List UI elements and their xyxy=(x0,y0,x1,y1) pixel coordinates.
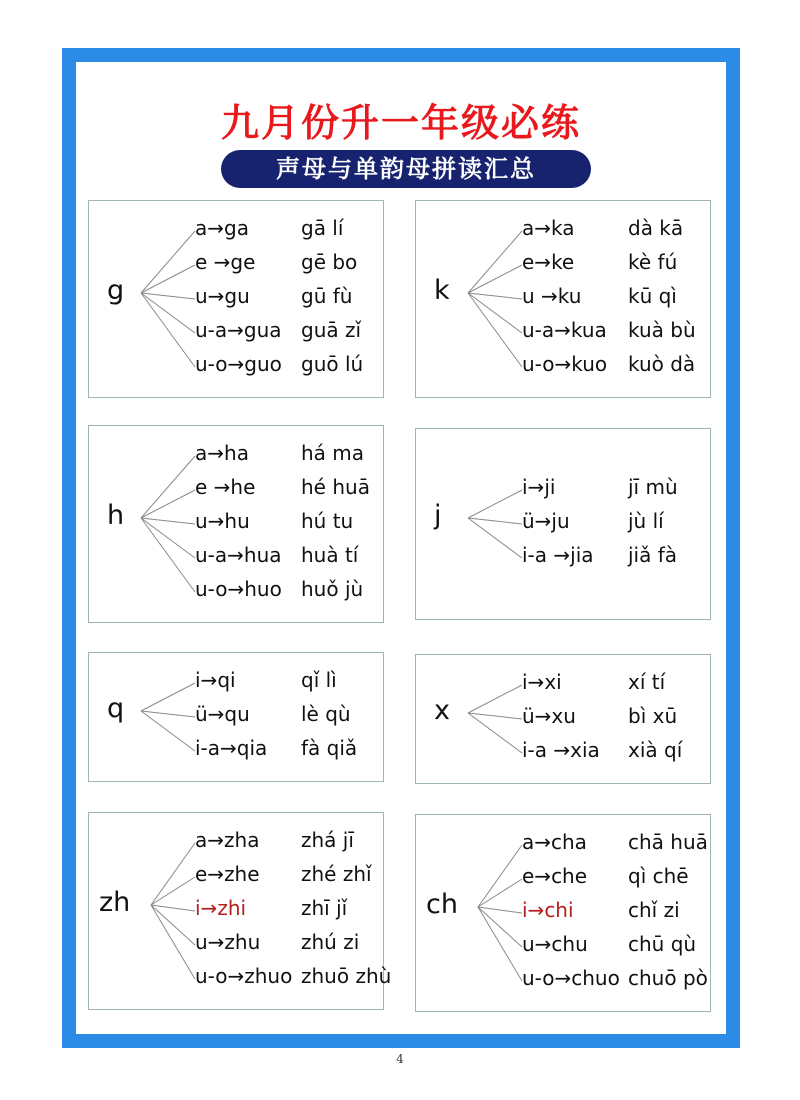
initial-letter: k xyxy=(434,275,450,306)
initial-letter: x xyxy=(434,695,450,726)
example-words: hé huā xyxy=(301,475,370,499)
example-words: kuà bù xyxy=(628,318,696,342)
syllable-combo: i→chi xyxy=(522,898,574,922)
example-words: guā zǐ xyxy=(301,318,362,342)
example-words: qǐ lì xyxy=(301,668,337,692)
branch-line xyxy=(468,293,522,367)
branch-line xyxy=(141,518,195,524)
branch-line xyxy=(468,265,522,293)
branch-line xyxy=(468,293,522,299)
branch-line xyxy=(141,683,195,711)
example-words: chū qù xyxy=(628,932,697,956)
initial-letter: q xyxy=(107,693,125,724)
branch-line xyxy=(141,231,195,293)
branch-line xyxy=(151,905,195,945)
example-words: kū qì xyxy=(628,284,677,308)
example-words: gū fù xyxy=(301,284,353,308)
syllable-combo: ü→qu xyxy=(195,702,250,726)
example-words: jī mù xyxy=(628,475,678,499)
example-words: huà tí xyxy=(301,543,359,567)
initial-letter: zh xyxy=(99,887,131,918)
syllable-combo: a→ha xyxy=(195,441,249,465)
initial-letter: g xyxy=(107,275,125,306)
example-words: zhé zhǐ xyxy=(301,862,372,886)
branch-line xyxy=(151,877,195,905)
example-words: dà kā xyxy=(628,216,684,240)
branch-line xyxy=(468,518,522,524)
branch-line xyxy=(141,265,195,293)
branch-line xyxy=(141,293,195,367)
branch-line xyxy=(151,905,195,911)
page-content xyxy=(76,62,726,1034)
syllable-combo: u-a→gua xyxy=(195,318,282,342)
example-words: lè qù xyxy=(301,702,351,726)
syllable-combo: u-o→guo xyxy=(195,352,282,376)
syllable-combo: i→zhi xyxy=(195,896,247,920)
syllable-combo: u →ku xyxy=(522,284,582,308)
card-q xyxy=(88,652,384,782)
branch-line xyxy=(141,518,195,558)
card-j xyxy=(415,428,711,620)
syllable-combo: ü→ju xyxy=(522,509,570,533)
example-words: zhá jī xyxy=(301,828,354,852)
example-words: xià qí xyxy=(628,738,683,762)
branch-line xyxy=(478,907,522,913)
example-words: chā huā xyxy=(628,830,708,854)
syllable-combo: ü→xu xyxy=(522,704,576,728)
example-words: gā lí xyxy=(301,216,344,240)
branch-line xyxy=(141,711,195,751)
syllable-combo: i→ji xyxy=(522,475,556,499)
syllable-combo: u→hu xyxy=(195,509,250,533)
card-h xyxy=(88,425,384,623)
example-words: zhuō zhù xyxy=(301,964,392,988)
example-words: qì chē xyxy=(628,864,689,888)
syllable-combo: u-o→kuo xyxy=(522,352,608,376)
branch-line xyxy=(141,456,195,518)
page-number: 4 xyxy=(396,1052,404,1066)
example-words: há ma xyxy=(301,441,365,465)
syllable-combo: a→cha xyxy=(522,830,587,854)
branch-line xyxy=(478,907,522,947)
subtitle-banner: 声母与单韵母拼读汇总 xyxy=(221,150,591,188)
example-words: kuò dà xyxy=(628,352,696,376)
example-words: zhú zi xyxy=(301,930,360,954)
syllable-combo: u-o→chuo xyxy=(522,966,620,990)
example-words: huǒ jù xyxy=(301,577,364,601)
branch-line xyxy=(468,293,522,333)
card-k xyxy=(415,200,711,398)
syllable-combo: e→ke xyxy=(522,250,575,274)
initial-letter: ch xyxy=(426,889,458,920)
syllable-combo: u→gu xyxy=(195,284,250,308)
card-ch xyxy=(415,814,711,1012)
syllable-combo: e→zhe xyxy=(195,862,260,886)
card-g xyxy=(88,200,384,398)
card-x xyxy=(415,654,711,784)
branch-line xyxy=(141,490,195,518)
page-title: 九月份升一年级必练 xyxy=(220,101,581,145)
syllable-combo: i→xi xyxy=(522,670,562,694)
branch-line xyxy=(141,293,195,299)
branch-line xyxy=(468,713,522,753)
syllable-combo: a→ka xyxy=(522,216,575,240)
syllable-combo: i-a →xia xyxy=(522,738,600,762)
syllable-combo: i→qi xyxy=(195,668,236,692)
syllable-combo: i-a→qia xyxy=(195,736,268,760)
example-words: xí tí xyxy=(628,670,666,694)
branch-line xyxy=(478,845,522,907)
syllable-combo: i-a →jia xyxy=(522,543,594,567)
example-words: jiǎ fà xyxy=(628,543,678,567)
branch-line xyxy=(468,231,522,293)
branch-line xyxy=(468,713,522,719)
example-words: guō lú xyxy=(301,352,364,376)
page-border xyxy=(62,48,740,1048)
branch-line xyxy=(468,518,522,558)
branch-line xyxy=(151,905,195,979)
syllable-combo: u-o→zhuo xyxy=(195,964,293,988)
example-words: jù lí xyxy=(628,509,664,533)
syllable-combo: e →ge xyxy=(195,250,256,274)
syllable-combo: e→che xyxy=(522,864,588,888)
branch-line xyxy=(141,293,195,333)
branch-line xyxy=(141,711,195,717)
card-zh xyxy=(88,812,392,1010)
syllable-combo: a→ga xyxy=(195,216,249,240)
example-words: zhī jǐ xyxy=(301,896,348,920)
branch-line xyxy=(151,843,195,905)
syllable-combo: a→zha xyxy=(195,828,260,852)
example-words: chuō pò xyxy=(628,966,708,990)
example-words: gē bo xyxy=(301,250,358,274)
syllable-combo: u→zhu xyxy=(195,930,261,954)
branch-line xyxy=(468,490,522,518)
example-words: kè fú xyxy=(628,250,678,274)
syllable-combo: u→chu xyxy=(522,932,588,956)
example-words: fà qiǎ xyxy=(301,736,358,760)
branch-line xyxy=(141,518,195,592)
branch-line xyxy=(478,879,522,907)
syllable-combo: e →he xyxy=(195,475,256,499)
syllable-combo: u-a→hua xyxy=(195,543,282,567)
branch-line xyxy=(468,685,522,713)
example-words: hú tu xyxy=(301,509,354,533)
initial-letter: h xyxy=(107,500,125,531)
branch-line xyxy=(478,907,522,981)
syllable-combo: u-a→kua xyxy=(522,318,607,342)
syllable-combo: u-o→huo xyxy=(195,577,282,601)
example-words: bì xū xyxy=(628,704,678,728)
example-words: chǐ zi xyxy=(628,898,680,922)
initial-letter: j xyxy=(434,500,442,531)
